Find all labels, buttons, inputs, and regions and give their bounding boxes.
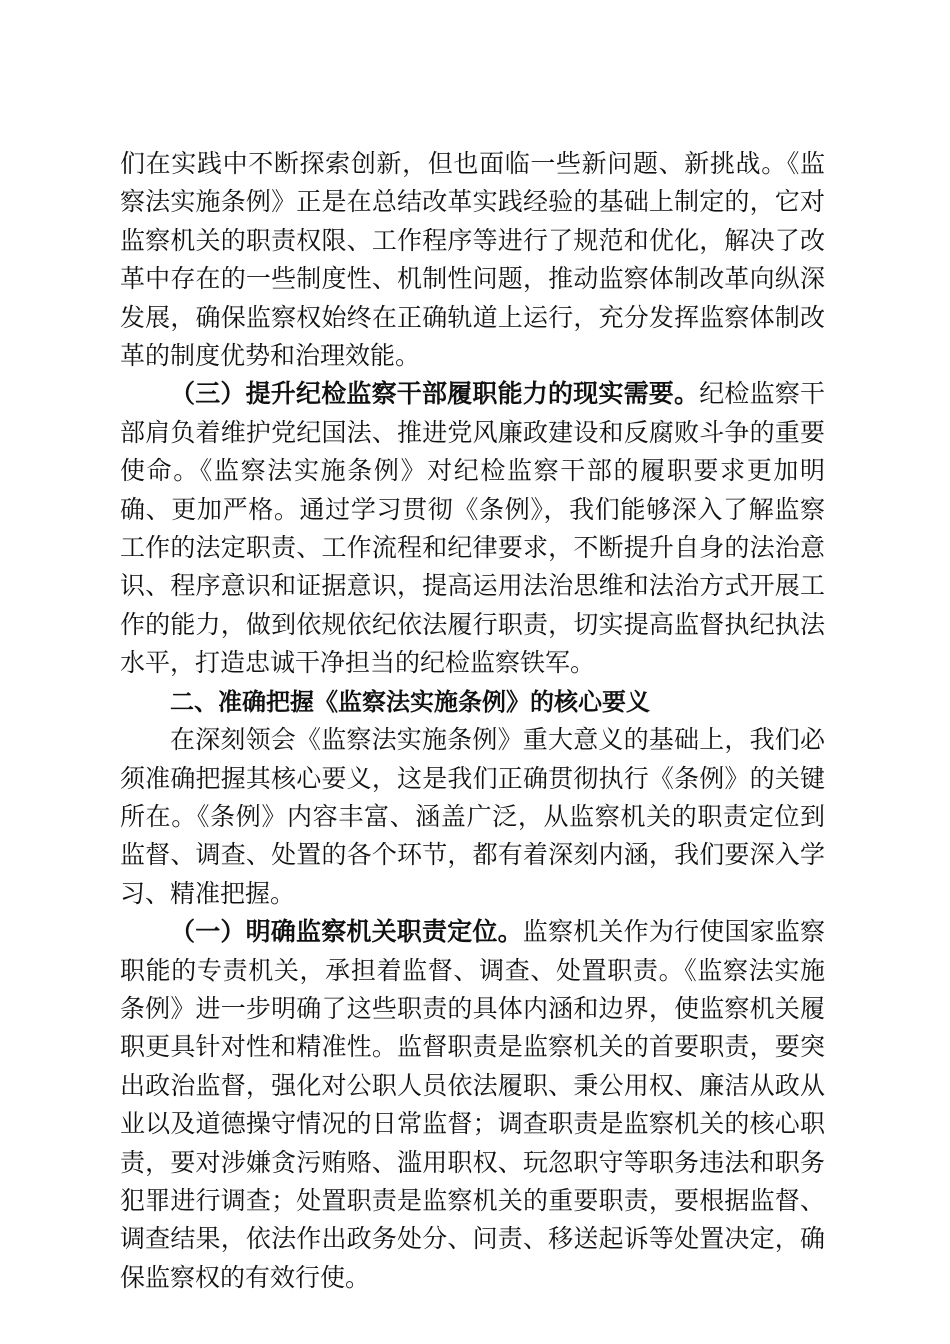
paragraph-body-3: 纪检监察干部肩负着维护党纪国法、推进党风廉政建设和反腐败斗争的重要使命。《监察法实施条例》对纪检监察干部的履职要求更加明确、更加严格。通过学习贯彻《条例》，我们能够深入了解监察工作的法定职责、工作流程和纪律要求，不断提升自身的法治意识、程序意识和证据意识，提高运用法治思维和法治方式开展工作的能力，做到依规依纪依法履行职责，切实提高监督执纪执法水平，打造忠诚干净担当的纪检监察铁军。 [120,379,825,678]
paragraph-lead-3: （三）提升纪检监察干部履职能力的现实需要。 [170,379,700,409]
paragraph-body-1: 监察机关作为行使国家监察职能的专责机关，承担着监督、调查、处置职责。《监察法实施条例》进一步明确了这些职责的具体内涵和边界，使监察机关履职更具针对性和精准性。监督职责是监察机关的首要职责，要突出政治监督，强化对公职人员依法履职、秉公用权、廉洁从政从业以及道德操守情况的日常监督；调查职责是监察机关的核心职责，要对涉嫌贪污贿赂、滥用职权、玩忽职守等职务违法和职务犯罪进行调查；处置职责是监察机关的重要职责，要根据监督、调查结果，依法作出政务处分、问责、移送起诉等处置决定，确保监察权的有效行使。 [120,917,825,1292]
paragraph-lead-1: （一）明确监察机关职责定位。 [170,917,523,947]
document-body [120,145,825,1297]
paragraph-core-essentials: 在深刻领会《监察法实施条例》重大意义的基础上，我们必须准确把握其核心要义，这是我们正确贯彻执行《条例》的关键所在。《条例》内容丰富、涵盖广泛，从监察机关的职责定位到监督、调查、处置的各个环节，都有着深刻内涵，我们要深入学习、精准把握。 [120,725,825,908]
section-heading-2: 二、准确把握《监察法实施条例》的核心要义 [170,687,650,716]
paragraph-duty-positioning [120,913,825,1297]
paragraph-reform-practice: 们在实践中不断探索创新，但也面临一些新问题、新挑战。《监察法实施条例》正是在总结改革实践经验的基础上制定的，它对监察机关的职责权限、工作程序等进行了规范和优化，解决了改革中存在的一些制度性、机制性问题，推动监察体制改革向纵深发展，确保监察权始终在正确轨道上运行，充分发挥监察体制改革的制度优势和治理效能。 [120,149,825,371]
paragraph-cadre-capability [120,375,825,682]
